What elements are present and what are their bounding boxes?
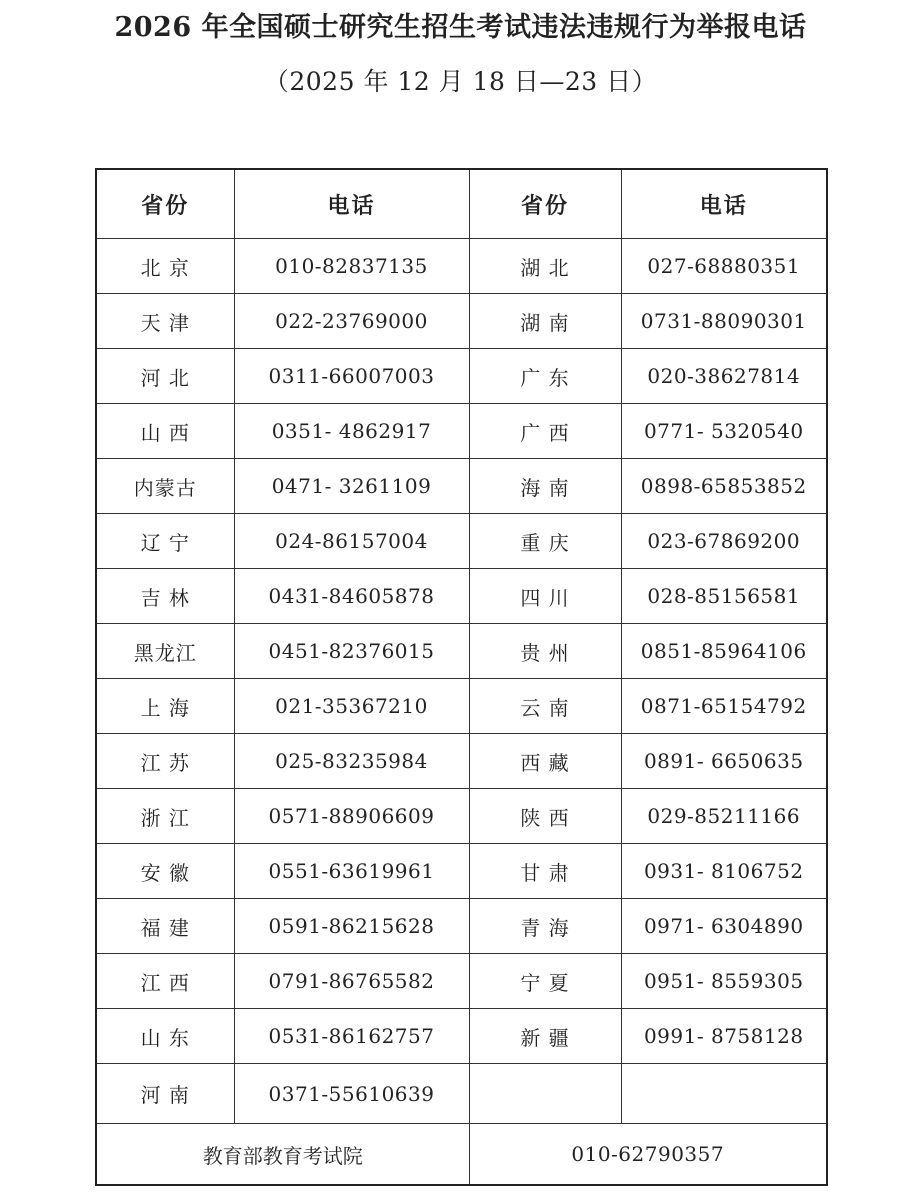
hotline-table — [95, 168, 828, 1186]
phone-cell: 0891- 6650635 — [621, 734, 827, 789]
phone-cell: 0371-55610639 — [234, 1064, 469, 1124]
footer-org-phone: 010-62790357 — [469, 1124, 827, 1186]
province-cell: 河 北 — [96, 349, 234, 404]
phone-cell: 0851-85964106 — [621, 624, 827, 679]
province-cell: 浙 江 — [96, 789, 234, 844]
footer-org-name: 教育部教育考试院 — [96, 1124, 469, 1186]
province-cell: 上 海 — [96, 679, 234, 734]
table-row — [96, 954, 827, 1009]
province-cell: 贵 州 — [469, 624, 621, 679]
phone-cell: 0898-65853852 — [621, 459, 827, 514]
province-cell: 湖 北 — [469, 239, 621, 294]
phone-cell: 0791-86765582 — [234, 954, 469, 1009]
phone-cell: 0771- 5320540 — [621, 404, 827, 459]
page-title: 2026 年全国硕士研究生招生考试违法违规行为举报电话 — [114, 12, 807, 43]
table-footer-row — [96, 1124, 827, 1186]
phone-cell: 025-83235984 — [234, 734, 469, 789]
table-row — [96, 734, 827, 789]
table-row — [96, 514, 827, 569]
table-row — [96, 844, 827, 899]
province-cell: 新 疆 — [469, 1009, 621, 1064]
province-cell: 甘 肃 — [469, 844, 621, 899]
province-cell: 湖 南 — [469, 294, 621, 349]
phone-cell: 023-67869200 — [621, 514, 827, 569]
province-cell: 江 西 — [96, 954, 234, 1009]
province-cell: 四 川 — [469, 569, 621, 624]
province-cell: 黑龙江 — [96, 624, 234, 679]
phone-cell: 027-68880351 — [621, 239, 827, 294]
phone-cell: 0531-86162757 — [234, 1009, 469, 1064]
table-row — [96, 349, 827, 404]
header-phone-right: 电话 — [621, 169, 827, 239]
table-row — [96, 294, 827, 349]
province-cell: 宁 夏 — [469, 954, 621, 1009]
province-cell: 重 庆 — [469, 514, 621, 569]
table-row — [96, 624, 827, 679]
province-cell: 北 京 — [96, 239, 234, 294]
table-row — [96, 1009, 827, 1064]
phone-cell: 022-23769000 — [234, 294, 469, 349]
table-row — [96, 404, 827, 459]
province-cell: 西 藏 — [469, 734, 621, 789]
province-cell: 河 南 — [96, 1064, 234, 1124]
phone-cell: 0551-63619961 — [234, 844, 469, 899]
province-cell: 青 海 — [469, 899, 621, 954]
phone-cell: 0351- 4862917 — [234, 404, 469, 459]
table-row — [96, 679, 827, 734]
province-cell: 天 津 — [96, 294, 234, 349]
province-cell — [469, 1064, 621, 1124]
province-cell: 海 南 — [469, 459, 621, 514]
phone-cell: 010-82837135 — [234, 239, 469, 294]
table-row — [96, 1064, 827, 1124]
phone-cell: 0471- 3261109 — [234, 459, 469, 514]
phone-cell: 0991- 8758128 — [621, 1009, 827, 1064]
phone-cell: 024-86157004 — [234, 514, 469, 569]
phone-cell: 0951- 8559305 — [621, 954, 827, 1009]
phone-cell: 0731-88090301 — [621, 294, 827, 349]
date-range-subtitle: （2025 年 12 月 18 日—23 日） — [263, 67, 658, 96]
province-cell: 陕 西 — [469, 789, 621, 844]
province-cell: 吉 林 — [96, 569, 234, 624]
table-header-row — [96, 169, 827, 239]
province-cell: 内蒙古 — [96, 459, 234, 514]
phone-cell: 0871-65154792 — [621, 679, 827, 734]
phone-cell: 020-38627814 — [621, 349, 827, 404]
province-cell: 安 徽 — [96, 844, 234, 899]
phone-cell: 0931- 8106752 — [621, 844, 827, 899]
header-province-left: 省份 — [96, 169, 234, 239]
table-row — [96, 789, 827, 844]
phone-cell: 029-85211166 — [621, 789, 827, 844]
table-row — [96, 459, 827, 514]
table-row — [96, 569, 827, 624]
phone-cell: 0591-86215628 — [234, 899, 469, 954]
province-cell: 广 西 — [469, 404, 621, 459]
province-cell: 广 东 — [469, 349, 621, 404]
province-cell: 福 建 — [96, 899, 234, 954]
table-row — [96, 239, 827, 294]
province-cell: 辽 宁 — [96, 514, 234, 569]
phone-cell — [621, 1064, 827, 1124]
phone-cell: 0451-82376015 — [234, 624, 469, 679]
province-cell: 山 东 — [96, 1009, 234, 1064]
province-cell: 云 南 — [469, 679, 621, 734]
header-phone-left: 电话 — [234, 169, 469, 239]
table-row — [96, 899, 827, 954]
phone-cell: 028-85156581 — [621, 569, 827, 624]
phone-cell: 021-35367210 — [234, 679, 469, 734]
table-body — [96, 239, 827, 1124]
phone-cell: 0571-88906609 — [234, 789, 469, 844]
province-cell: 山 西 — [96, 404, 234, 459]
phone-cell: 0971- 6304890 — [621, 899, 827, 954]
phone-cell: 0311-66007003 — [234, 349, 469, 404]
phone-cell: 0431-84605878 — [234, 569, 469, 624]
province-cell: 江 苏 — [96, 734, 234, 789]
header-province-right: 省份 — [469, 169, 621, 239]
